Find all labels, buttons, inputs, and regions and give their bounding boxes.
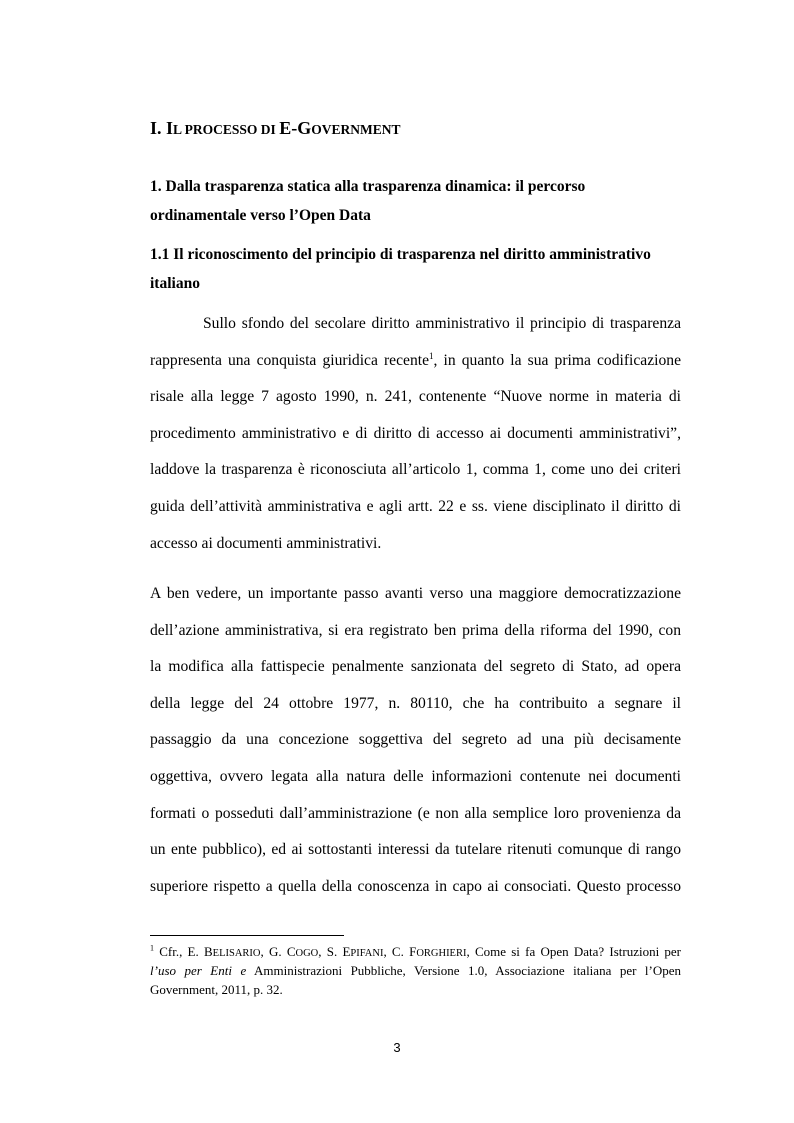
chapter-title: I. IL PROCESSO DI E-GOVERNMENT: [150, 118, 401, 138]
section-heading-1-1: [150, 240, 681, 298]
paragraph-line: formati o posseduti dall’amministrazione (e non alla semplice loro provenienza da: [150, 804, 681, 822]
section-heading-1-1-line: italiano: [150, 275, 200, 292]
chapter-title-rest: L PROCESSO DI: [173, 122, 280, 137]
paragraph-line: un ente pubblico), ed ai sottostanti interessi da tutelare ritenuti comunque di rango: [150, 841, 681, 859]
paragraph-line: rappresenta una conquista giuridica recente$^1$, in quanto la sua prima codificazione: [150, 350, 681, 369]
footnote-number: 1: [150, 943, 154, 953]
paragraph-2: [150, 584, 681, 913]
chapter-title-initial: I: [150, 118, 158, 138]
page-number: 3: [393, 1040, 401, 1055]
footnote-line: Government, 2011, p. 32.: [150, 982, 283, 997]
section-heading-1-line: ordinamentale verso l’Open Data: [150, 207, 371, 224]
section-heading-1-1-line: 1.1 Il riconoscimento del principio di trasparenza nel diritto amministrativo: [150, 246, 651, 263]
paragraph-1: [150, 314, 681, 570]
paragraph-line: oggettiva, ovvero legata alla natura delle informazioni contenute nei documenti: [150, 767, 681, 785]
paragraph-line: laddove la trasparenza è riconosciuta all’articolo 1, comma 1, come uno dei criteri: [150, 461, 681, 479]
paragraph-line: guida dell’attività amministrativa e agli artt. 22 e ss. viene disciplinato il diritto di: [150, 497, 681, 515]
paragraph-line: passaggio da una concezione soggettiva del segreto ad una più decisamente: [150, 731, 681, 749]
footnote-reference[interactable]: 1: [429, 350, 434, 361]
section-heading-1-line: 1. Dalla trasparenza statica alla trasparenza dinamica: il percorso: [150, 178, 586, 195]
paragraph-line: procedimento amministrativo e di diritto di accesso ai documenti amministrativi”,: [150, 424, 681, 442]
paragraph-line: A ben vedere, un importante passo avanti verso una maggiore democratizzazione: [150, 585, 681, 602]
footnote-separator: [150, 935, 344, 936]
paragraph-line: la modifica alla fattispecie penalmente sanzionata del segreto di Stato, ad opera: [150, 658, 681, 676]
paragraph-line: accesso ai documenti amministrativi.: [150, 534, 382, 552]
paragraph-line: Sullo sfondo del secolare diritto amministrativo il principio di trasparenza: [203, 315, 681, 332]
paragraph-line: dell’azione amministrativa, si era registrato ben prima della riforma del 1990, con: [150, 621, 681, 639]
chapter-title-initial-2: I: [166, 118, 174, 138]
footnote-line: l’uso per Enti e Amministrazioni Pubbliche, Versione 1.0, Associazione italiana per l’Open: [150, 963, 681, 978]
paragraph-line: della legge del 24 ottobre 1977, n. 80110, che ha contribuito a segnare il: [150, 694, 681, 712]
paragraph-line: risale alla legge 7 agosto 1990, n. 241, contenente “Nuove norme in materia di: [150, 388, 681, 406]
chapter-title-rest-2: OVERNMENT: [311, 122, 401, 137]
footnote-1: [150, 942, 681, 999]
paragraph-line: superiore rispetto a quella della conoscenza in capo ai consociati. Questo processo: [150, 877, 681, 895]
chapter-title-initial-3: E-G: [279, 118, 312, 138]
footnote-line: $^1$ Cfr., E. BELISARIO, G. COGO, S. EPIFANI, C. FORGHIERI, Come si fa Open Data? Istruzioni per: [150, 943, 682, 959]
section-heading-1: [150, 172, 681, 230]
